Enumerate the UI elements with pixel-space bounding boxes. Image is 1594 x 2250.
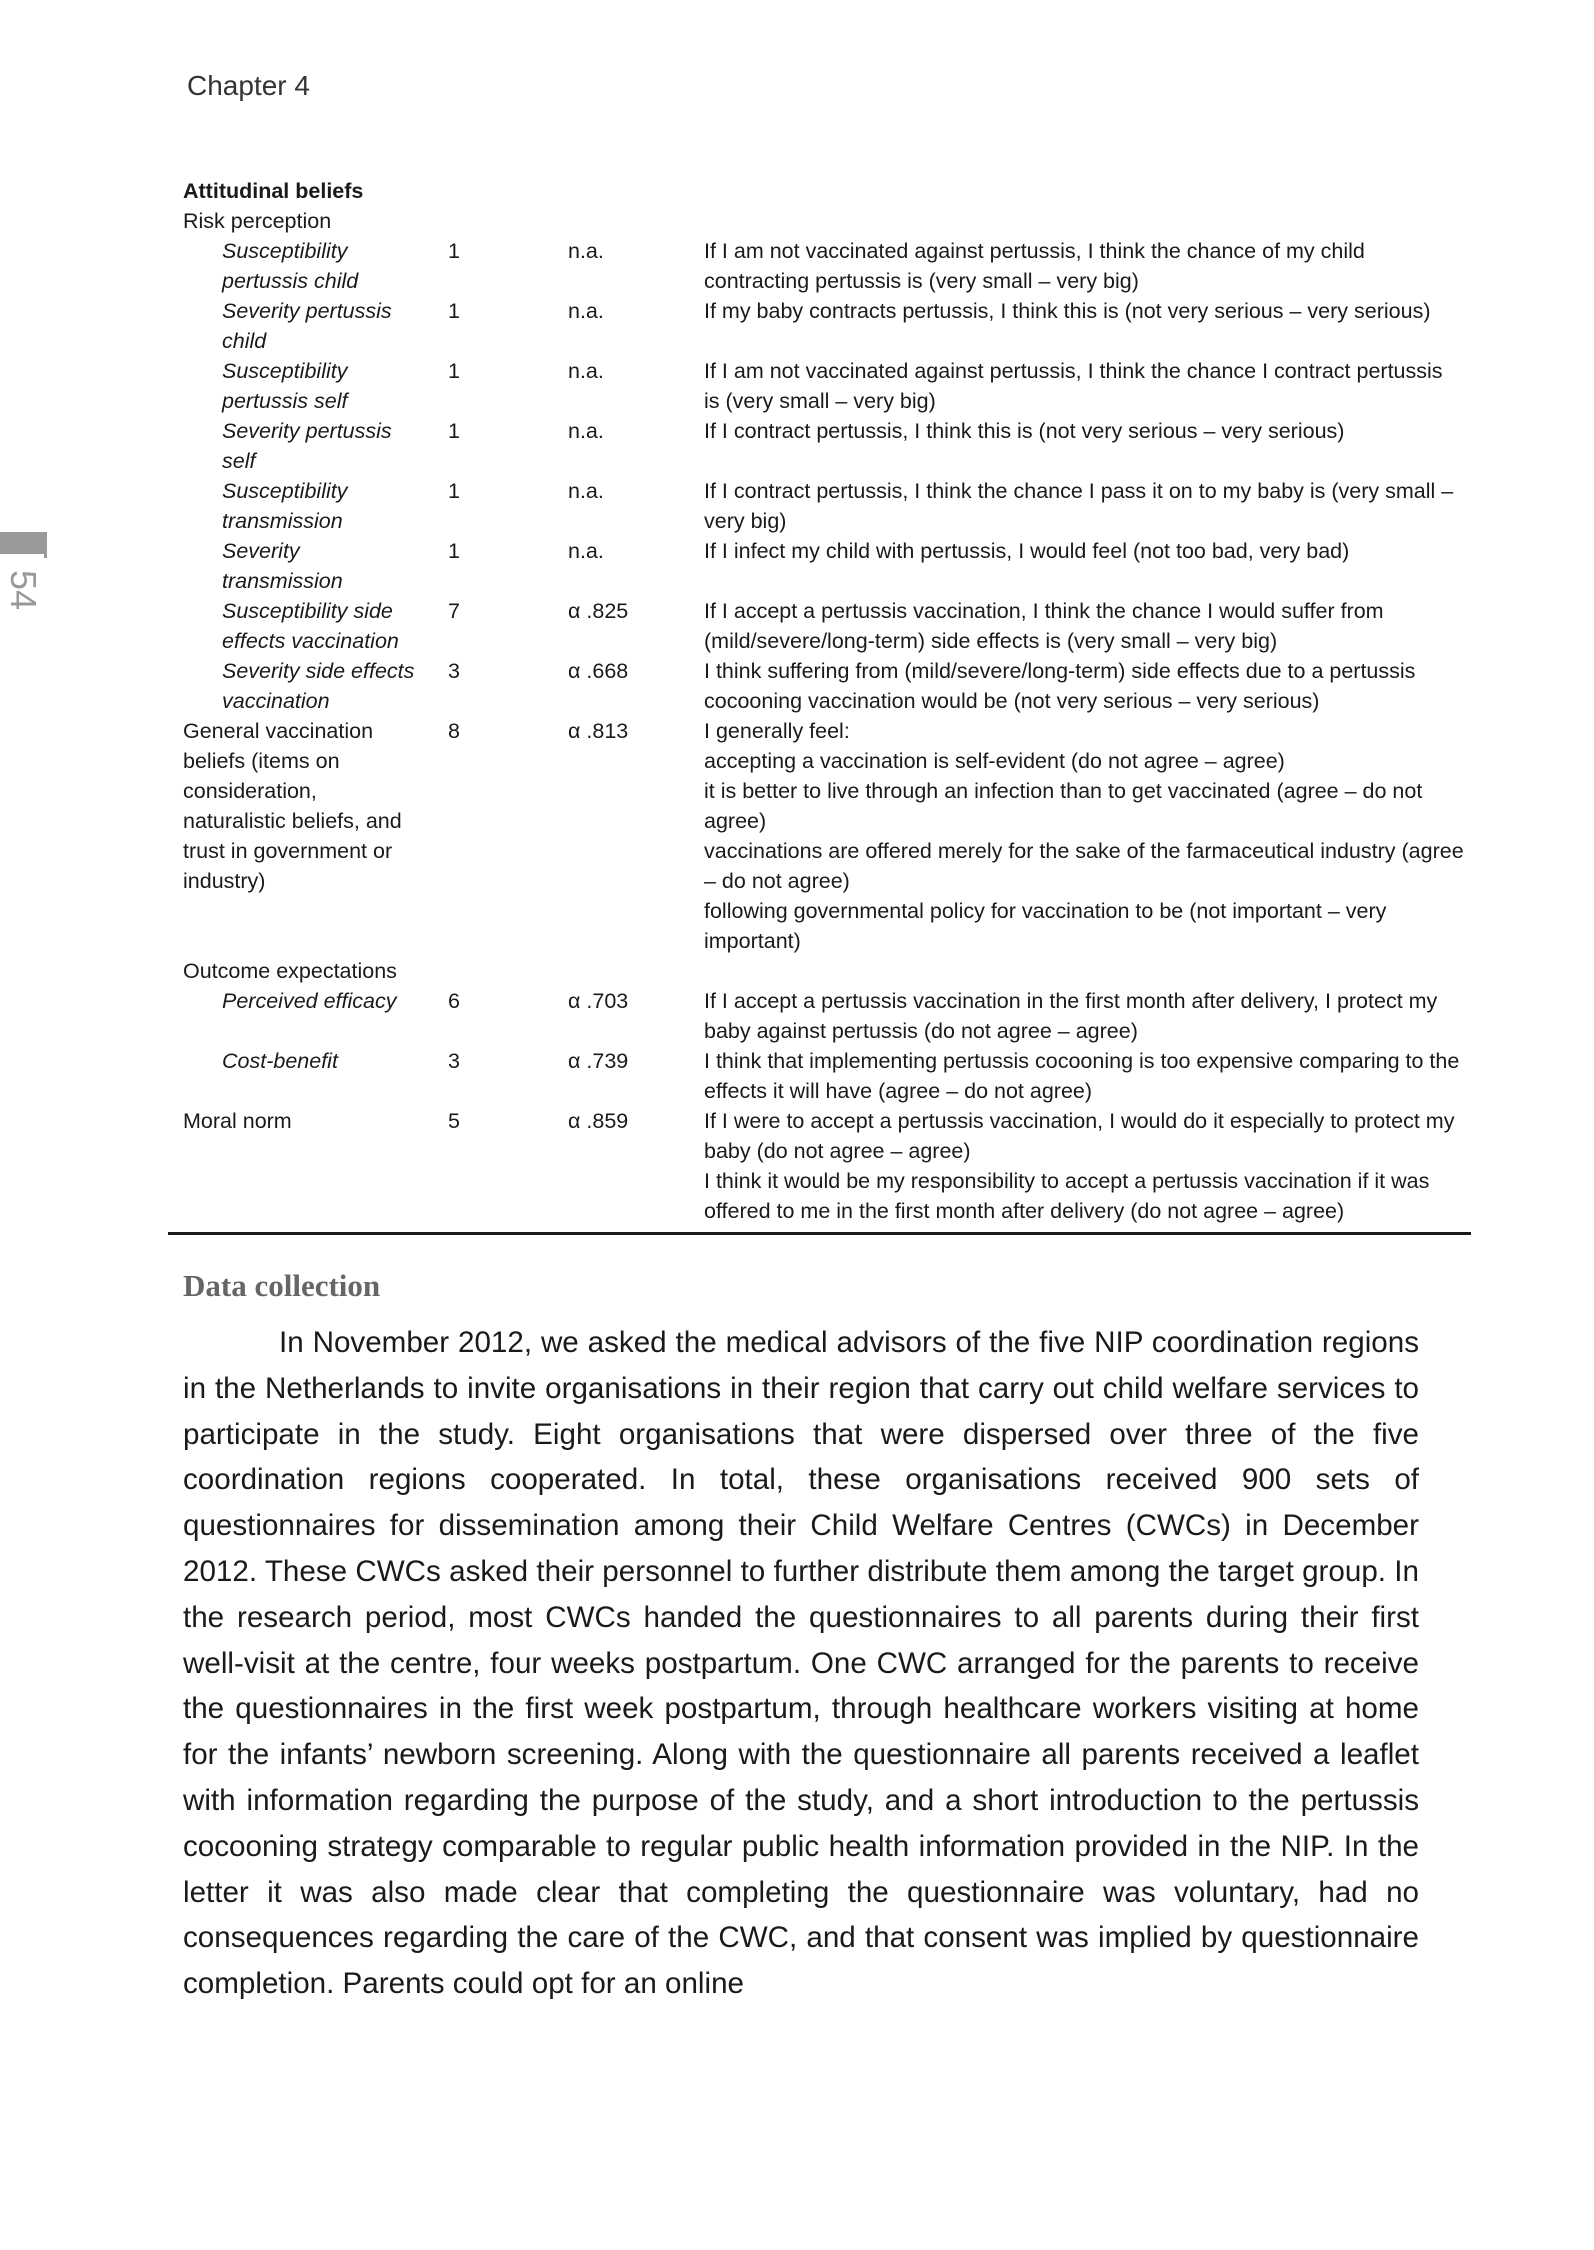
row-label: Cost-benefit <box>222 1049 338 1073</box>
row-question: If I accept a pertussis vaccination, I think the chance I would suffer from (mild/severe/long-term) side effects is (very small – very big) <box>704 599 1384 653</box>
row-alpha: n.a. <box>568 239 604 263</box>
row-items: 3 <box>448 659 460 683</box>
measures-table <box>183 176 1464 1223</box>
section-title: Data collection <box>183 1268 381 1303</box>
row-question: If I accept a pertussis vaccination in the first month after delivery, I protect my baby against pertussis (do not agree – agree) <box>704 989 1438 1043</box>
table-row <box>183 296 1453 356</box>
row-alpha: α .825 <box>568 599 629 623</box>
row-label: Susceptibility pertussis child <box>222 239 359 293</box>
chapter-header: Chapter 4 <box>187 70 310 101</box>
row-items: 3 <box>448 1049 460 1073</box>
row-label: Moral norm <box>183 1109 292 1133</box>
row-alpha: n.a. <box>568 479 604 503</box>
row-question: If I were to accept a pertussis vaccination, I would do it especially to protect my baby (do not agree – agree) I think it would be my responsibility to accept a pertussis vaccination if it was offered to me in the first month after delivery (do not agree – agree) <box>704 1109 1455 1223</box>
row-label: Outcome expectations <box>183 959 397 983</box>
row-alpha: α .668 <box>568 659 629 683</box>
row-question: I think suffering from (mild/severe/long-term) side effects due to a pertussis cocooning vaccination would be (not very serious – very serious) <box>704 659 1416 713</box>
row-label: Perceived efficacy <box>222 989 397 1013</box>
page-tab-marker <box>0 532 46 554</box>
table-row <box>183 986 1453 1046</box>
table-row <box>183 1106 1455 1223</box>
row-items: 7 <box>448 599 460 623</box>
row-alpha: n.a. <box>568 539 604 563</box>
body-paragraph: In November 2012, we asked the medical advisors of the five NIP coordination regions in the Netherlands to invite organisations in their region that carry out child welfare services to participate in the study. Eight organisations that were dispersed over three of the five coordination regions cooperated. In total, these organisations received 900 sets of questionnaires for dissemination among their Child Welfare Centres (CWCs) in December 2012. These CWCs asked their personnel to further distribute them among the target group. In the research period, most CWCs handed the questionnaires to all parents during their first well-visit at the centre, four weeks postpartum. One CWC arranged for the parents to receive the questionnaires in the first week postpartum, through healthcare workers visiting at home for the infants’ newborn screening. Along with the questionnaire all parents received a leaflet with information regarding the purpose of the study, and a short introduction to the pertussis cocooning strategy comparable to regular public health information provided in the NIP. In the letter it was also made clear that completing the questionnaire was voluntary, had no consequences regarding the care of the CWC, and that consent was implied by questionnaire completion. Parents could opt for an online <box>183 1326 1419 2001</box>
table-bottom-rule <box>168 1232 1471 1235</box>
table-row <box>183 206 1453 236</box>
table-row <box>183 416 1453 476</box>
table-row <box>183 656 1453 716</box>
row-items: 5 <box>448 1109 460 1133</box>
row-label: Severity pertussis child <box>222 299 392 353</box>
row-items: 1 <box>448 539 460 563</box>
row-question: If I infect my child with pertussis, I would feel (not too bad, very bad) <box>704 539 1350 563</box>
row-label: General vaccination beliefs (items on consideration, naturalistic beliefs, and trust in government or industry) <box>183 719 402 893</box>
table-row <box>183 1046 1460 1106</box>
table-row <box>183 716 1464 956</box>
table-row <box>183 596 1453 656</box>
row-alpha: α .739 <box>568 1049 629 1073</box>
row-question: If I am not vaccinated against pertussis, I think the chance I contract pertussis is (very small – very big) <box>704 359 1443 413</box>
page-number: 54 <box>3 570 44 611</box>
row-label: Risk perception <box>183 209 332 233</box>
row-question: I generally feel: accepting a vaccination is self-evident (do not agree – agree) it is better to live through an infection than to get vaccinated (agree – do not agree) vaccinations are offered merely for the sake of the farmaceutical industry (agree – do not agree) following governmental policy for vaccination to be (not important – very important) <box>704 719 1464 953</box>
table-row <box>183 236 1453 296</box>
table-row <box>183 356 1453 416</box>
row-label: Severity pertussis self <box>222 419 392 473</box>
row-items: 6 <box>448 989 460 1013</box>
row-alpha: α .859 <box>568 1109 629 1133</box>
row-alpha: n.a. <box>568 419 604 443</box>
row-items: 1 <box>448 419 460 443</box>
row-label: Susceptibility pertussis self <box>222 359 348 413</box>
table-row <box>183 476 1453 536</box>
row-question: If I contract pertussis, I think the chance I pass it on to my baby is (very small – very big) <box>704 479 1454 533</box>
row-alpha: n.a. <box>568 359 604 383</box>
row-items: 1 <box>448 479 460 503</box>
row-question: If I contract pertussis, I think this is (not very serious – very serious) <box>704 419 1345 443</box>
table-row <box>183 956 1453 986</box>
row-alpha: α .703 <box>568 989 629 1013</box>
row-alpha: α .813 <box>568 719 629 743</box>
table-rows <box>183 206 1464 1223</box>
row-label: Susceptibility side effects vaccination <box>222 599 399 653</box>
row-items: 1 <box>448 239 460 263</box>
row-items: 1 <box>448 299 460 323</box>
row-question: If I am not vaccinated against pertussis, I think the chance of my child contracting pertussis is (very small – very big) <box>704 239 1365 293</box>
row-label: Severity side effects vaccination <box>222 659 415 713</box>
row-items: 1 <box>448 359 460 383</box>
table-row <box>183 536 1453 596</box>
row-label: Severity transmission <box>222 539 343 593</box>
row-label: Susceptibility transmission <box>222 479 348 533</box>
row-alpha: n.a. <box>568 299 604 323</box>
row-question: If my baby contracts pertussis, I think this is (not very serious – very serious) <box>704 299 1431 323</box>
table-section-heading: Attitudinal beliefs <box>183 179 364 203</box>
page-tab-line <box>44 532 47 558</box>
row-question: I think that implementing pertussis cocooning is too expensive comparing to the effects it will have (agree – do not agree) <box>704 1049 1460 1103</box>
row-items: 8 <box>448 719 460 743</box>
